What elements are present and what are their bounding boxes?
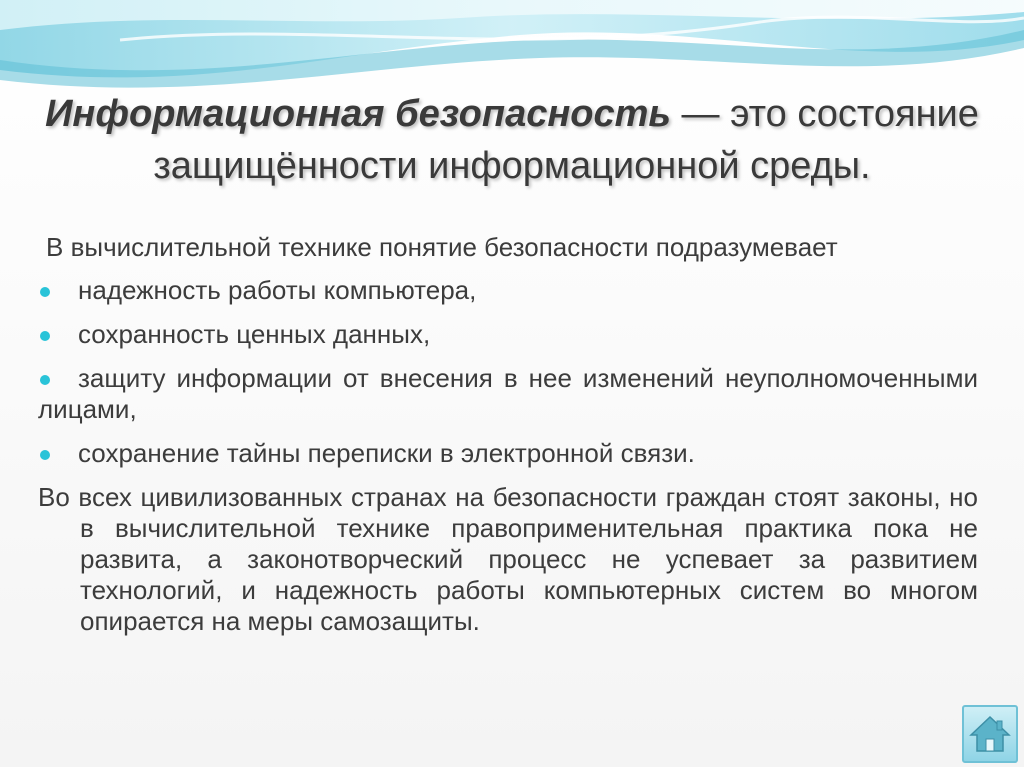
- closing-paragraph: Во всех цивилизованных странах на безопасности граждан стоят законы, но в вычислительной технике правоприменительная практика пока не развита, а законотворческий процесс не успевает за развитием технологий, и надежность работы компьютерных систем во многом опирается на меры самозащиты.: [38, 482, 978, 636]
- list-item: [38, 319, 978, 350]
- intro-paragraph: В вычислительной технике понятие безопасности подразумевает: [46, 232, 838, 262]
- home-icon: [969, 713, 1011, 755]
- bullet-text: защиту информации от внесения в нее изменений неуполномоченными лицами,: [38, 363, 978, 424]
- bullet-text: сохранность ценных данных,: [78, 319, 431, 349]
- home-button[interactable]: [962, 705, 1018, 763]
- title-line2: защищённости информационной среды.: [153, 145, 871, 187]
- title-rest-line1: — это состояние: [670, 93, 979, 135]
- bullet-icon: [40, 331, 50, 341]
- list-item: [38, 363, 978, 425]
- bullet-icon: [40, 450, 50, 460]
- list-item: [38, 438, 978, 469]
- bullet-text: надежность работы компьютера,: [78, 275, 477, 305]
- title-term: Информационная безопасность: [45, 93, 671, 135]
- list-item: [38, 275, 978, 306]
- bullet-text: сохранение тайны переписки в электронной связи.: [78, 438, 695, 468]
- bullet-icon: [40, 375, 50, 385]
- slide-body: [38, 232, 978, 650]
- slide-title: [0, 88, 1024, 192]
- bullet-icon: [40, 287, 50, 297]
